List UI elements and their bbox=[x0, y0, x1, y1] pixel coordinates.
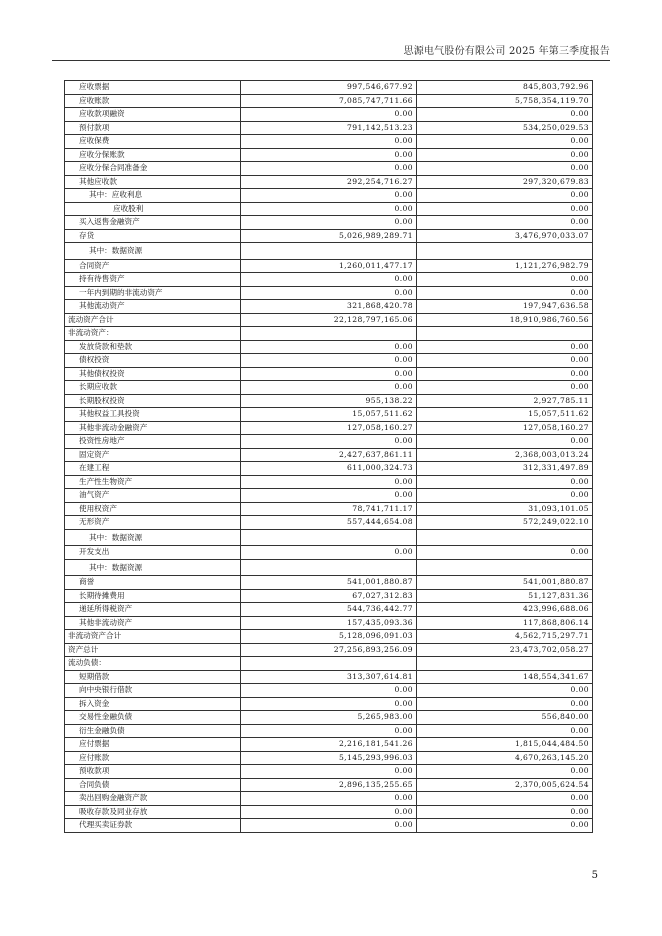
current-period-value: 0.00 bbox=[241, 546, 417, 560]
row-label: 短期借款 bbox=[65, 670, 241, 684]
prior-period-value: 0.00 bbox=[417, 805, 593, 819]
row-label: 其中：数据资源 bbox=[65, 243, 241, 260]
table-row bbox=[65, 576, 593, 590]
balance-sheet-body bbox=[65, 81, 593, 833]
table-row bbox=[65, 216, 593, 230]
prior-period-value: 5,758,354,119.70 bbox=[417, 94, 593, 108]
row-label: 一年内到期的非流动资产 bbox=[65, 286, 241, 300]
table-row bbox=[65, 162, 593, 176]
current-period-value: 0.00 bbox=[241, 273, 417, 287]
prior-period-value: 0.00 bbox=[417, 724, 593, 738]
prior-period-value: 127,058,160.27 bbox=[417, 421, 593, 435]
current-period-value bbox=[241, 243, 417, 260]
current-period-value: 67,027,312.83 bbox=[241, 589, 417, 603]
prior-period-value: 18,910,986,760.56 bbox=[417, 313, 593, 327]
table-row bbox=[65, 243, 593, 260]
prior-period-value: 572,249,022.10 bbox=[417, 516, 593, 530]
table-row bbox=[65, 751, 593, 765]
table-row bbox=[65, 502, 593, 516]
row-label: 长期股权投资 bbox=[65, 394, 241, 408]
table-row bbox=[65, 516, 593, 530]
header-divider bbox=[52, 60, 610, 61]
prior-period-value bbox=[417, 243, 593, 260]
row-label: 其他应收款 bbox=[65, 175, 241, 189]
current-period-value: 0.00 bbox=[241, 475, 417, 489]
prior-period-value bbox=[417, 327, 593, 341]
current-period-value: 0.00 bbox=[241, 108, 417, 122]
prior-period-value: 556,840.00 bbox=[417, 711, 593, 725]
table-row bbox=[65, 121, 593, 135]
current-period-value: 0.00 bbox=[241, 216, 417, 230]
prior-period-value: 31,093,101.05 bbox=[417, 502, 593, 516]
table-row bbox=[65, 724, 593, 738]
current-period-value: 78,741,711.17 bbox=[241, 502, 417, 516]
current-period-value: 5,145,293,996.03 bbox=[241, 751, 417, 765]
current-period-value: 0.00 bbox=[241, 684, 417, 698]
row-label: 固定资产 bbox=[65, 448, 241, 462]
prior-period-value: 197,947,636.58 bbox=[417, 300, 593, 314]
row-label: 应收分保账款 bbox=[65, 148, 241, 162]
prior-period-value: 0.00 bbox=[417, 475, 593, 489]
table-row bbox=[65, 630, 593, 644]
row-label: 递延所得税资产 bbox=[65, 603, 241, 617]
prior-period-value: 0.00 bbox=[417, 135, 593, 149]
current-period-value: 157,435,093.36 bbox=[241, 616, 417, 630]
prior-period-value: 534,250,029.53 bbox=[417, 121, 593, 135]
prior-period-value: 0.00 bbox=[417, 108, 593, 122]
table-row bbox=[65, 354, 593, 368]
table-row bbox=[65, 327, 593, 341]
row-label: 吸收存款及同业存放 bbox=[65, 805, 241, 819]
row-label: 代理买卖证券款 bbox=[65, 819, 241, 833]
current-period-value: 0.00 bbox=[241, 792, 417, 806]
row-label: 衍生金融负债 bbox=[65, 724, 241, 738]
prior-period-value: 0.00 bbox=[417, 202, 593, 216]
row-label: 油气资产 bbox=[65, 489, 241, 503]
row-label: 生产性生物资产 bbox=[65, 475, 241, 489]
current-period-value: 1,260,011,477.17 bbox=[241, 259, 417, 273]
row-label: 买入返售金融资产 bbox=[65, 216, 241, 230]
current-period-value: 955,138.22 bbox=[241, 394, 417, 408]
prior-period-value bbox=[417, 529, 593, 546]
table-row bbox=[65, 670, 593, 684]
table-row bbox=[65, 616, 593, 630]
table-row bbox=[65, 108, 593, 122]
current-period-value bbox=[241, 327, 417, 341]
current-period-value: 0.00 bbox=[241, 381, 417, 395]
prior-period-value: 0.00 bbox=[417, 273, 593, 287]
table-row bbox=[65, 286, 593, 300]
current-period-value: 2,216,181,541.26 bbox=[241, 738, 417, 752]
table-row bbox=[65, 657, 593, 671]
prior-period-value: 4,670,263,145.20 bbox=[417, 751, 593, 765]
row-label: 非流动资产合计 bbox=[65, 630, 241, 644]
row-label: 长期应收款 bbox=[65, 381, 241, 395]
row-label: 应收账款 bbox=[65, 94, 241, 108]
current-period-value: 791,142,513.23 bbox=[241, 121, 417, 135]
prior-period-value: 148,554,341.67 bbox=[417, 670, 593, 684]
current-period-value: 7,085,747,711.66 bbox=[241, 94, 417, 108]
prior-period-value: 51,127,831.36 bbox=[417, 589, 593, 603]
row-label: 应付票据 bbox=[65, 738, 241, 752]
row-label: 合同负债 bbox=[65, 778, 241, 792]
prior-period-value: 0.00 bbox=[417, 546, 593, 560]
current-period-value: 0.00 bbox=[241, 697, 417, 711]
row-label: 向中央银行借款 bbox=[65, 684, 241, 698]
row-label: 交易性金融负债 bbox=[65, 711, 241, 725]
table-row bbox=[65, 805, 593, 819]
table-row bbox=[65, 259, 593, 273]
current-period-value: 15,057,511.62 bbox=[241, 408, 417, 422]
current-period-value: 997,546,677.92 bbox=[241, 81, 417, 95]
current-period-value: 541,001,880.87 bbox=[241, 576, 417, 590]
current-period-value: 2,896,135,255.65 bbox=[241, 778, 417, 792]
prior-period-value: 0.00 bbox=[417, 354, 593, 368]
row-label: 应收保费 bbox=[65, 135, 241, 149]
row-label: 应收款项融资 bbox=[65, 108, 241, 122]
row-label: 存货 bbox=[65, 229, 241, 243]
prior-period-value: 0.00 bbox=[417, 367, 593, 381]
row-label: 预付款项 bbox=[65, 121, 241, 135]
table-row bbox=[65, 189, 593, 203]
table-row bbox=[65, 589, 593, 603]
row-label: 投资性房地产 bbox=[65, 435, 241, 449]
row-label: 其中：数据资源 bbox=[65, 529, 241, 546]
row-label: 长期待摊费用 bbox=[65, 589, 241, 603]
prior-period-value: 0.00 bbox=[417, 819, 593, 833]
current-period-value: 0.00 bbox=[241, 805, 417, 819]
prior-period-value: 1,121,276,982.79 bbox=[417, 259, 593, 273]
current-period-value: 313,307,614.81 bbox=[241, 670, 417, 684]
table-row bbox=[65, 229, 593, 243]
current-period-value: 557,444,654.08 bbox=[241, 516, 417, 530]
current-period-value: 5,265,983.00 bbox=[241, 711, 417, 725]
report-header-title: 思源电气股份有限公司 2025 年第三季度报告 bbox=[403, 46, 610, 57]
prior-period-value: 0.00 bbox=[417, 189, 593, 203]
current-period-value: 5,128,096,091.03 bbox=[241, 630, 417, 644]
current-period-value: 0.00 bbox=[241, 340, 417, 354]
prior-period-value: 2,370,005,624.54 bbox=[417, 778, 593, 792]
table-row bbox=[65, 559, 593, 576]
current-period-value: 0.00 bbox=[241, 202, 417, 216]
prior-period-value: 0.00 bbox=[417, 381, 593, 395]
table-row bbox=[65, 435, 593, 449]
page-number: 5 bbox=[591, 870, 598, 881]
prior-period-value: 0.00 bbox=[417, 489, 593, 503]
table-row bbox=[65, 313, 593, 327]
prior-period-value: 312,331,497.89 bbox=[417, 462, 593, 476]
current-period-value: 611,000,324.73 bbox=[241, 462, 417, 476]
current-period-value: 0.00 bbox=[241, 135, 417, 149]
row-label: 流动负债： bbox=[65, 657, 241, 671]
prior-period-value: 0.00 bbox=[417, 792, 593, 806]
row-label: 应收股利 bbox=[65, 202, 241, 216]
table-row bbox=[65, 135, 593, 149]
table-row bbox=[65, 81, 593, 95]
row-label: 其中：数据资源 bbox=[65, 559, 241, 576]
prior-period-value: 117,868,806.14 bbox=[417, 616, 593, 630]
row-label: 拆入资金 bbox=[65, 697, 241, 711]
current-period-value: 0.00 bbox=[241, 489, 417, 503]
table-row bbox=[65, 738, 593, 752]
prior-period-value: 3,476,970,033.07 bbox=[417, 229, 593, 243]
table-row bbox=[65, 643, 593, 657]
row-label: 其他流动资产 bbox=[65, 300, 241, 314]
current-period-value: 0.00 bbox=[241, 367, 417, 381]
current-period-value: 321,868,420.78 bbox=[241, 300, 417, 314]
table-row bbox=[65, 148, 593, 162]
table-row bbox=[65, 367, 593, 381]
table-row bbox=[65, 273, 593, 287]
current-period-value: 22,128,797,165.06 bbox=[241, 313, 417, 327]
row-label: 应付账款 bbox=[65, 751, 241, 765]
current-period-value bbox=[241, 657, 417, 671]
current-period-value: 127,058,160.27 bbox=[241, 421, 417, 435]
current-period-value: 0.00 bbox=[241, 354, 417, 368]
row-label: 预收款项 bbox=[65, 765, 241, 779]
prior-period-value: 0.00 bbox=[417, 286, 593, 300]
table-row bbox=[65, 421, 593, 435]
table-row bbox=[65, 175, 593, 189]
prior-period-value: 0.00 bbox=[417, 435, 593, 449]
table-row bbox=[65, 697, 593, 711]
table-row bbox=[65, 792, 593, 806]
balance-sheet-table bbox=[64, 80, 593, 833]
row-label: 发放贷款和垫款 bbox=[65, 340, 241, 354]
row-label: 其他非流动金融资产 bbox=[65, 421, 241, 435]
prior-period-value: 4,562,715,297.71 bbox=[417, 630, 593, 644]
prior-period-value: 2,927,785.11 bbox=[417, 394, 593, 408]
row-label: 流动资产合计 bbox=[65, 313, 241, 327]
current-period-value: 0.00 bbox=[241, 765, 417, 779]
row-label: 资产总计 bbox=[65, 643, 241, 657]
row-label: 开发支出 bbox=[65, 546, 241, 560]
table-row bbox=[65, 684, 593, 698]
row-label: 卖出回购金融资产款 bbox=[65, 792, 241, 806]
row-label: 商誉 bbox=[65, 576, 241, 590]
prior-period-value: 23,473,702,058.27 bbox=[417, 643, 593, 657]
table-row bbox=[65, 381, 593, 395]
table-row bbox=[65, 408, 593, 422]
row-label: 应收分保合同准备金 bbox=[65, 162, 241, 176]
prior-period-value bbox=[417, 559, 593, 576]
current-period-value: 0.00 bbox=[241, 435, 417, 449]
prior-period-value: 541,001,880.87 bbox=[417, 576, 593, 590]
prior-period-value: 0.00 bbox=[417, 765, 593, 779]
prior-period-value bbox=[417, 657, 593, 671]
table-row bbox=[65, 529, 593, 546]
table-row bbox=[65, 819, 593, 833]
table-row bbox=[65, 603, 593, 617]
prior-period-value: 1,815,044,484.50 bbox=[417, 738, 593, 752]
row-label: 其他债权投资 bbox=[65, 367, 241, 381]
prior-period-value: 0.00 bbox=[417, 148, 593, 162]
prior-period-value: 2,368,003,013.24 bbox=[417, 448, 593, 462]
row-label: 使用权资产 bbox=[65, 502, 241, 516]
row-label: 持有待售资产 bbox=[65, 273, 241, 287]
table-row bbox=[65, 711, 593, 725]
row-label: 在建工程 bbox=[65, 462, 241, 476]
table-row bbox=[65, 300, 593, 314]
row-label: 应收票据 bbox=[65, 81, 241, 95]
table-row bbox=[65, 394, 593, 408]
row-label: 其他权益工具投资 bbox=[65, 408, 241, 422]
table-row bbox=[65, 475, 593, 489]
prior-period-value: 297,320,679.83 bbox=[417, 175, 593, 189]
row-label: 无形资产 bbox=[65, 516, 241, 530]
table-row bbox=[65, 448, 593, 462]
current-period-value bbox=[241, 559, 417, 576]
prior-period-value: 423,996,688.06 bbox=[417, 603, 593, 617]
row-label: 非流动资产： bbox=[65, 327, 241, 341]
table-row bbox=[65, 778, 593, 792]
current-period-value bbox=[241, 529, 417, 546]
prior-period-value: 0.00 bbox=[417, 697, 593, 711]
current-period-value: 5,026,989,289.71 bbox=[241, 229, 417, 243]
current-period-value: 0.00 bbox=[241, 286, 417, 300]
table-row bbox=[65, 546, 593, 560]
row-label: 其他非流动资产 bbox=[65, 616, 241, 630]
prior-period-value: 15,057,511.62 bbox=[417, 408, 593, 422]
prior-period-value: 0.00 bbox=[417, 162, 593, 176]
table-row bbox=[65, 340, 593, 354]
table-row bbox=[65, 202, 593, 216]
current-period-value: 27,256,893,256.09 bbox=[241, 643, 417, 657]
current-period-value: 0.00 bbox=[241, 162, 417, 176]
current-period-value: 0.00 bbox=[241, 148, 417, 162]
current-period-value: 2,427,637,861.11 bbox=[241, 448, 417, 462]
current-period-value: 292,254,716.27 bbox=[241, 175, 417, 189]
current-period-value: 544,736,442.77 bbox=[241, 603, 417, 617]
prior-period-value: 0.00 bbox=[417, 216, 593, 230]
current-period-value: 0.00 bbox=[241, 819, 417, 833]
current-period-value: 0.00 bbox=[241, 724, 417, 738]
table-row bbox=[65, 489, 593, 503]
prior-period-value: 0.00 bbox=[417, 340, 593, 354]
current-period-value: 0.00 bbox=[241, 189, 417, 203]
prior-period-value: 0.00 bbox=[417, 684, 593, 698]
row-label: 债权投资 bbox=[65, 354, 241, 368]
table-row bbox=[65, 462, 593, 476]
table-row bbox=[65, 765, 593, 779]
row-label: 其中：应收利息 bbox=[65, 189, 241, 203]
prior-period-value: 845,803,792.96 bbox=[417, 81, 593, 95]
table-row bbox=[65, 94, 593, 108]
row-label: 合同资产 bbox=[65, 259, 241, 273]
